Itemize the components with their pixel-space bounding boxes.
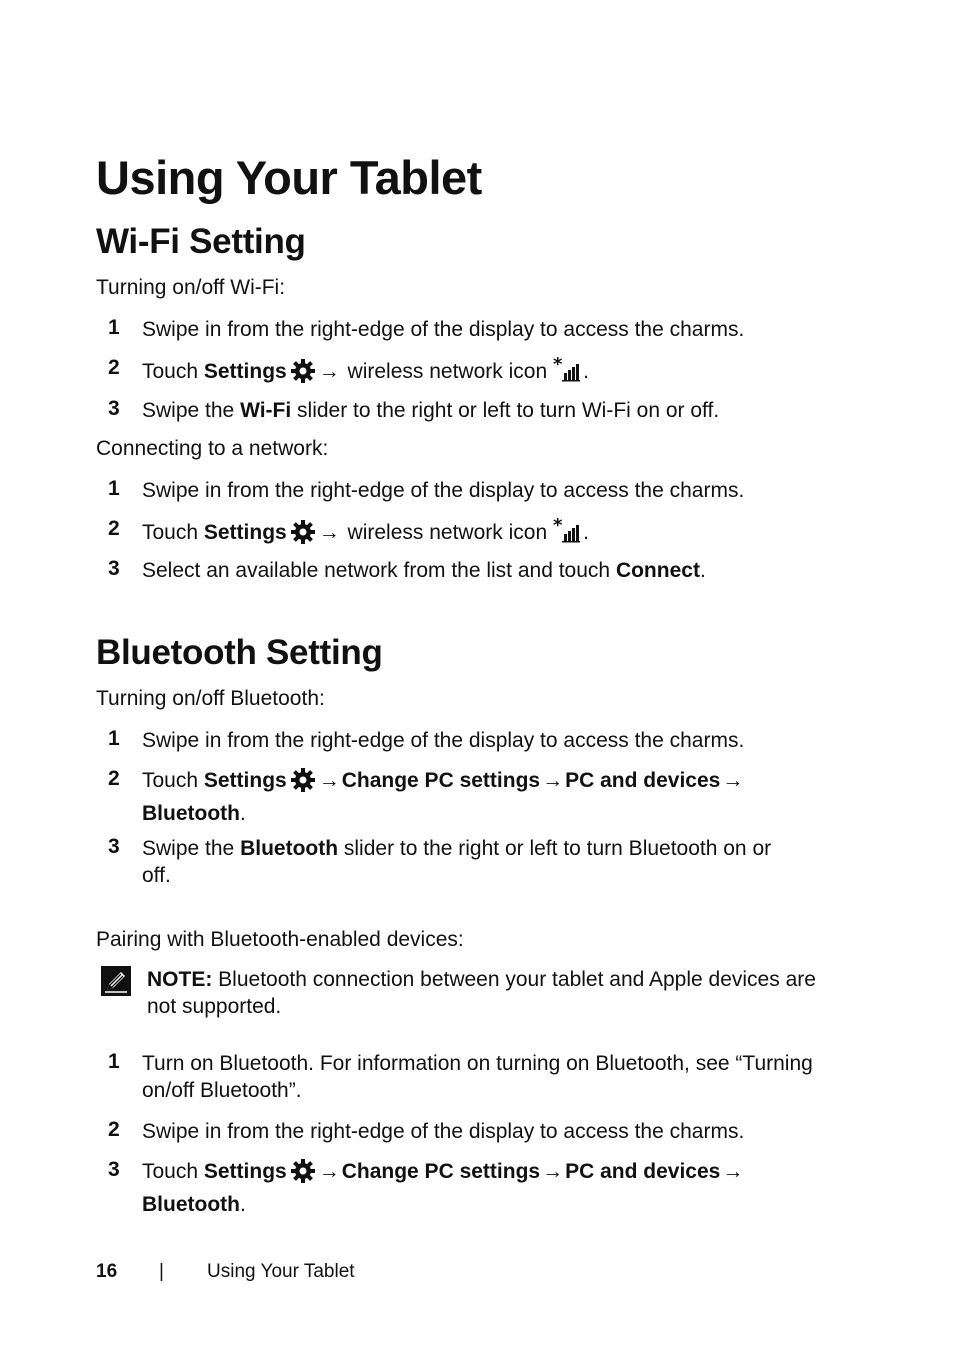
- step-text: Swipe in from the right-edge of the display to access the charms.: [142, 1120, 745, 1143]
- note-pencil-icon: [101, 966, 131, 996]
- step-number: 2: [108, 356, 120, 379]
- bluetooth-toggle-intro: Turning on/off Bluetooth:: [96, 687, 325, 710]
- wireless-network-icon: [553, 517, 583, 550]
- step-number: 2: [108, 767, 120, 790]
- svg-text:*: *: [553, 356, 563, 375]
- step-text: Turn on Bluetooth. For information on turning on Bluetooth, see “Turning on/off Bluetooth”.: [142, 1052, 813, 1102]
- step-text: Swipe the Bluetooth slider to the right or left to turn Bluetooth on or off.: [142, 837, 772, 887]
- bluetooth-heading: Bluetooth Setting: [96, 633, 383, 672]
- step-number: 1: [108, 1050, 120, 1073]
- step-number: 3: [108, 1158, 120, 1181]
- step-text: Swipe in from the right-edge of the display to access the charms.: [142, 318, 745, 341]
- gear-icon: [290, 519, 316, 552]
- gear-icon: [290, 358, 316, 391]
- step-text: Swipe in from the right-edge of the display to access the charms.: [142, 729, 745, 752]
- step-text: Swipe the Wi-Fi slider to the right or left to turn Wi-Fi on or off.: [142, 399, 720, 422]
- step-text: Touch Settings →Change PC settings→PC and devices→ Bluetooth.: [142, 769, 744, 825]
- wifi-connect-intro: Connecting to a network:: [96, 437, 329, 460]
- bluetooth-pair-intro: Pairing with Bluetooth-enabled devices:: [96, 928, 464, 951]
- step-text: Touch Settings →Change PC settings→PC and devices→ Bluetooth.: [142, 1160, 744, 1216]
- step-number: 1: [108, 477, 120, 500]
- wifi-heading: Wi-Fi Setting: [96, 222, 306, 261]
- step-text: Swipe in from the right-edge of the display to access the charms.: [142, 479, 745, 502]
- step-number: 1: [108, 727, 120, 750]
- wireless-network-icon: [553, 356, 583, 389]
- svg-text:*: *: [553, 517, 563, 536]
- gear-icon: [290, 1158, 316, 1191]
- step-number: 3: [108, 557, 120, 580]
- footer-separator: |: [159, 1261, 164, 1282]
- step-number: 2: [108, 517, 120, 540]
- note-text: NOTE: Bluetooth connection between your tablet and Apple devices are not supported.: [147, 968, 816, 1018]
- gear-icon: [290, 767, 316, 800]
- step-text: Select an available network from the list and touch Connect.: [142, 559, 706, 582]
- step-text: Touch Settings → wireless network icon * .: [142, 517, 589, 552]
- footer-section: Using Your Tablet: [207, 1261, 355, 1282]
- step-number: 2: [108, 1118, 120, 1141]
- page-title: Using Your Tablet: [96, 151, 482, 204]
- step-number: 1: [108, 316, 120, 339]
- step-number: 3: [108, 397, 120, 420]
- step-text: Touch Settings → wireless network icon * .: [142, 356, 589, 391]
- wifi-toggle-intro: Turning on/off Wi-Fi:: [96, 276, 286, 299]
- step-number: 3: [108, 835, 120, 858]
- page-number: 16: [96, 1261, 118, 1282]
